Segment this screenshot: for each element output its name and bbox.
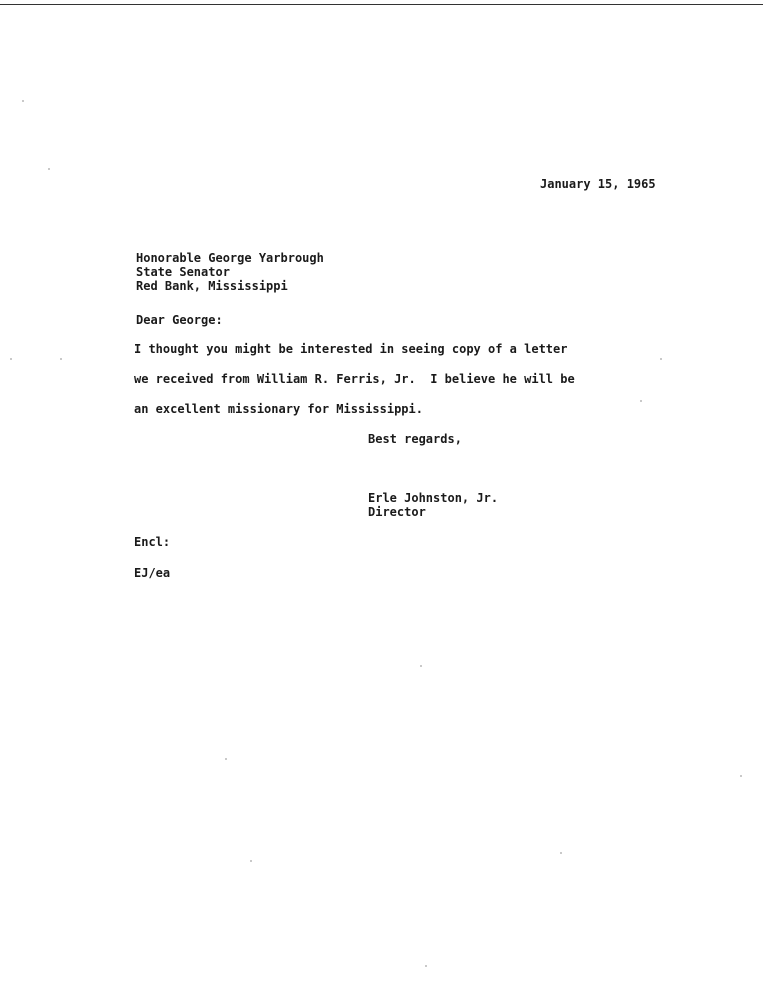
scan-speck: [560, 852, 562, 854]
scan-speck: [60, 358, 62, 360]
body-line-1: I thought you might be interested in seeing copy of a letter: [134, 342, 568, 356]
signature-name: Erle Johnston, Jr.: [368, 491, 499, 505]
scan-speck: [250, 860, 252, 862]
signature-title: Director: [368, 505, 426, 519]
closing: Best regards,: [368, 432, 462, 446]
scan-speck: [10, 358, 12, 360]
scan-speck: [420, 665, 422, 667]
letter-date: January 15, 1965: [540, 177, 656, 191]
scan-speck: [225, 758, 227, 760]
recipient-location: Red Bank, Mississippi: [136, 279, 288, 293]
scan-speck: [48, 168, 50, 170]
enclosure-note: Encl:: [134, 535, 171, 549]
top-edge-rule: [0, 4, 763, 5]
typist-initials: EJ/ea: [134, 566, 171, 580]
recipient-name: Honorable George Yarbrough: [136, 251, 324, 265]
scan-speck: [660, 358, 662, 360]
recipient-title: State Senator: [136, 265, 230, 279]
scan-speck: [740, 775, 742, 777]
body-line-2: we received from William R. Ferris, Jr. I believe he will be: [134, 372, 575, 386]
body-line-3: an excellent missionary for Mississippi.: [134, 402, 423, 416]
scan-speck: [22, 100, 24, 102]
scan-speck: [425, 965, 427, 967]
salutation: Dear George:: [136, 313, 223, 327]
scan-speck: [640, 400, 642, 402]
